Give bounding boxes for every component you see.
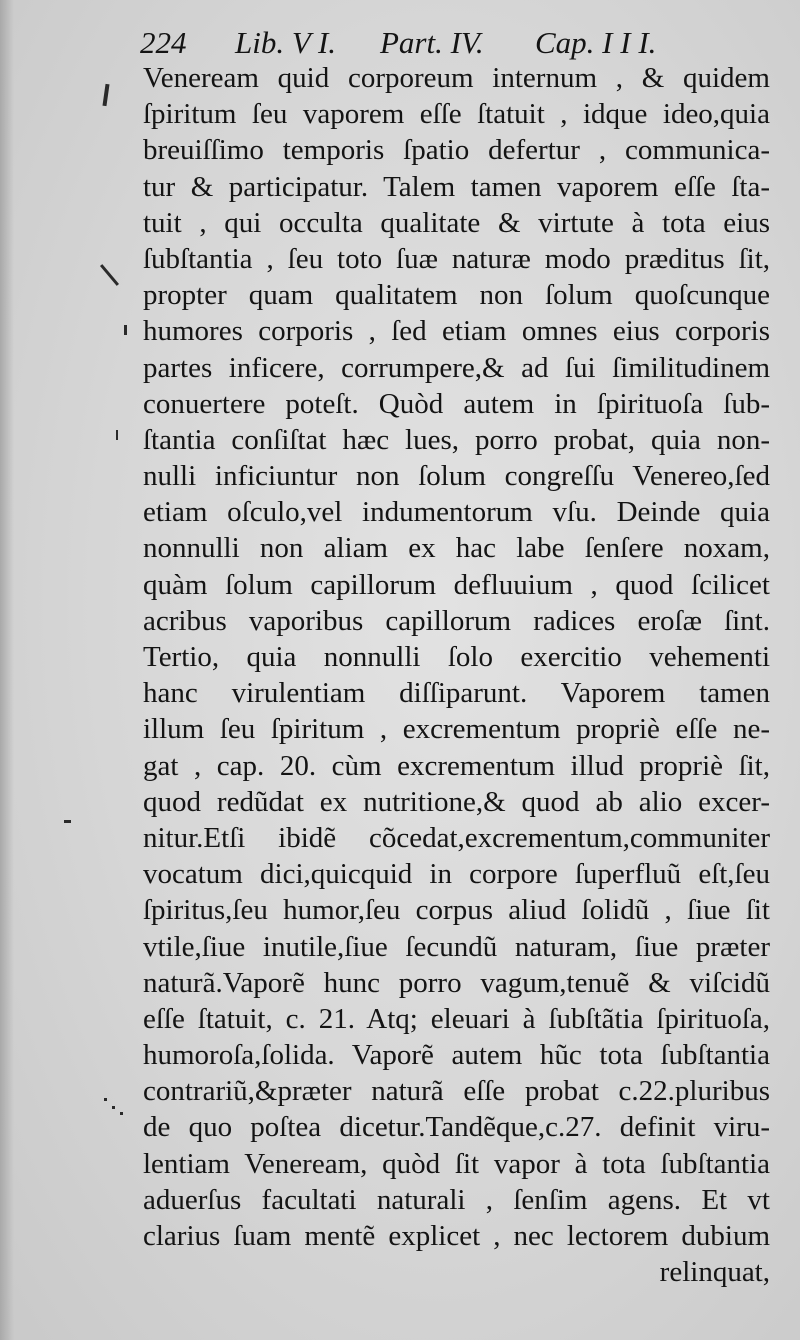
text-line: nitur.Etſi ibidẽ cõcedat,excrementum,communiter [143, 821, 770, 854]
text-line: humores corporis , ſed etiam omnes eius corporis [143, 315, 770, 348]
text-line: tuit , qui occulta qualitate & virtute à tota eius [143, 206, 770, 239]
running-header [140, 22, 780, 64]
text-line: lentiam Veneream, quòd ſit vapor à tota ſubſtantia [143, 1147, 770, 1180]
text-line: partes inficere, corrumpere,& ad ſui ſimilitudinem [143, 351, 770, 384]
ink-mark [120, 1112, 123, 1115]
text-line: propter quam qualitatem non ſolum quoſcunque [143, 279, 770, 312]
text-line: tur & participatur. Talem tamen vaporem eſſe ſta- [143, 170, 770, 203]
text-line: illum ſeu ſpiritum , excrementum propriè eſſe ne- [143, 713, 770, 746]
text-line: nonnulli non aliam ex hac labe ſenſere noxam, [143, 532, 770, 565]
header-cap: Cap. I I I. [535, 25, 657, 60]
text-line: vocatum dici,quicquid in corpore ſuperfluũ eſt,ſeu [143, 858, 770, 891]
text-line: ſubſtantia , ſeu toto ſuæ naturæ modo præditus ſit, [143, 242, 770, 275]
ink-mark [104, 1098, 107, 1101]
text-line: acribus vaporibus capillorum radices eroſæ ſint. [143, 604, 770, 637]
text-line: hanc virulentiam diſſiparunt. Vaporem tamen [143, 677, 770, 710]
text-line: naturã.Vaporẽ hunc porro vagum,tenuẽ & viſcidũ [143, 966, 770, 999]
page-number: 224 [140, 25, 187, 60]
text-line: gat , cap. 20. cùm excrementum illud propriè ſit, [143, 749, 770, 782]
page-gutter-shadow [0, 0, 14, 1340]
ink-mark [116, 430, 118, 440]
ink-mark [100, 264, 119, 286]
text-line: breuiſſimo temporis ſpatio defertur , communica- [143, 134, 770, 167]
text-line: conuertere poteſt. Quòd autem in ſpirituoſa ſub- [143, 387, 770, 420]
text-line: de quo poſtea dicetur.Tandẽque,c.27. definit viru- [143, 1111, 770, 1144]
text-line: etiam oſculo,vel indumentorum vſu. Deinde quia [143, 496, 770, 529]
text-line: Veneream quid corporeum internum , & quidem [143, 62, 770, 94]
text-line: vtile,ſiue inutile,ſiue ſecundũ naturam, ſiue præter [143, 930, 770, 963]
text-line: aduerſus facultati naturali , ſenſim agens. Et vt [143, 1183, 770, 1216]
ink-mark [64, 820, 71, 823]
text-line: ſtantia conſiſtat hæc lues, porro probat, quia non- [143, 423, 770, 456]
text-line: contrariũ,&præter naturã eſſe probat c.22.pluribus [143, 1075, 770, 1108]
text-line: eſſe ſtatuit, c. 21. Atq; eleuari à ſubſtãtia ſpirituoſa, [143, 1002, 770, 1035]
text-line: Tertio, quia nonnulli ſolo exercitio vehementi [143, 641, 770, 673]
ink-mark [102, 84, 109, 106]
ink-mark [112, 1106, 115, 1109]
text-line: ſpiritum ſeu vaporem eſſe ſtatuit , idque ideo,quia [143, 98, 770, 131]
catchword-line: relinquat, [659, 1256, 770, 1289]
text-line: humoroſa,ſolida. Vaporẽ autem hũc tota ſubſtantia [143, 1039, 770, 1072]
ink-mark [124, 325, 127, 335]
text-line: nulli inficiuntur non ſolum congreſſu Venereo,ſed [143, 460, 770, 493]
bleed-through-stamp [158, 1230, 328, 1252]
text-line: clarius ſuam mentẽ explicet , nec lectorem dubium [143, 1220, 770, 1252]
text-line: ſpiritus,ſeu humor,ſeu corpus aliud ſolidũ , ſiue ſit [143, 894, 770, 927]
header-part: Part. IV. [380, 25, 484, 60]
header-liber: Lib. V I. [235, 25, 337, 60]
text-line: quod redũdat ex nutritione,& quod ab alio excer- [143, 785, 770, 818]
body-text [143, 60, 770, 1290]
text-line: quàm ſolum capillorum defluuium , quod ſcilicet [143, 568, 770, 601]
